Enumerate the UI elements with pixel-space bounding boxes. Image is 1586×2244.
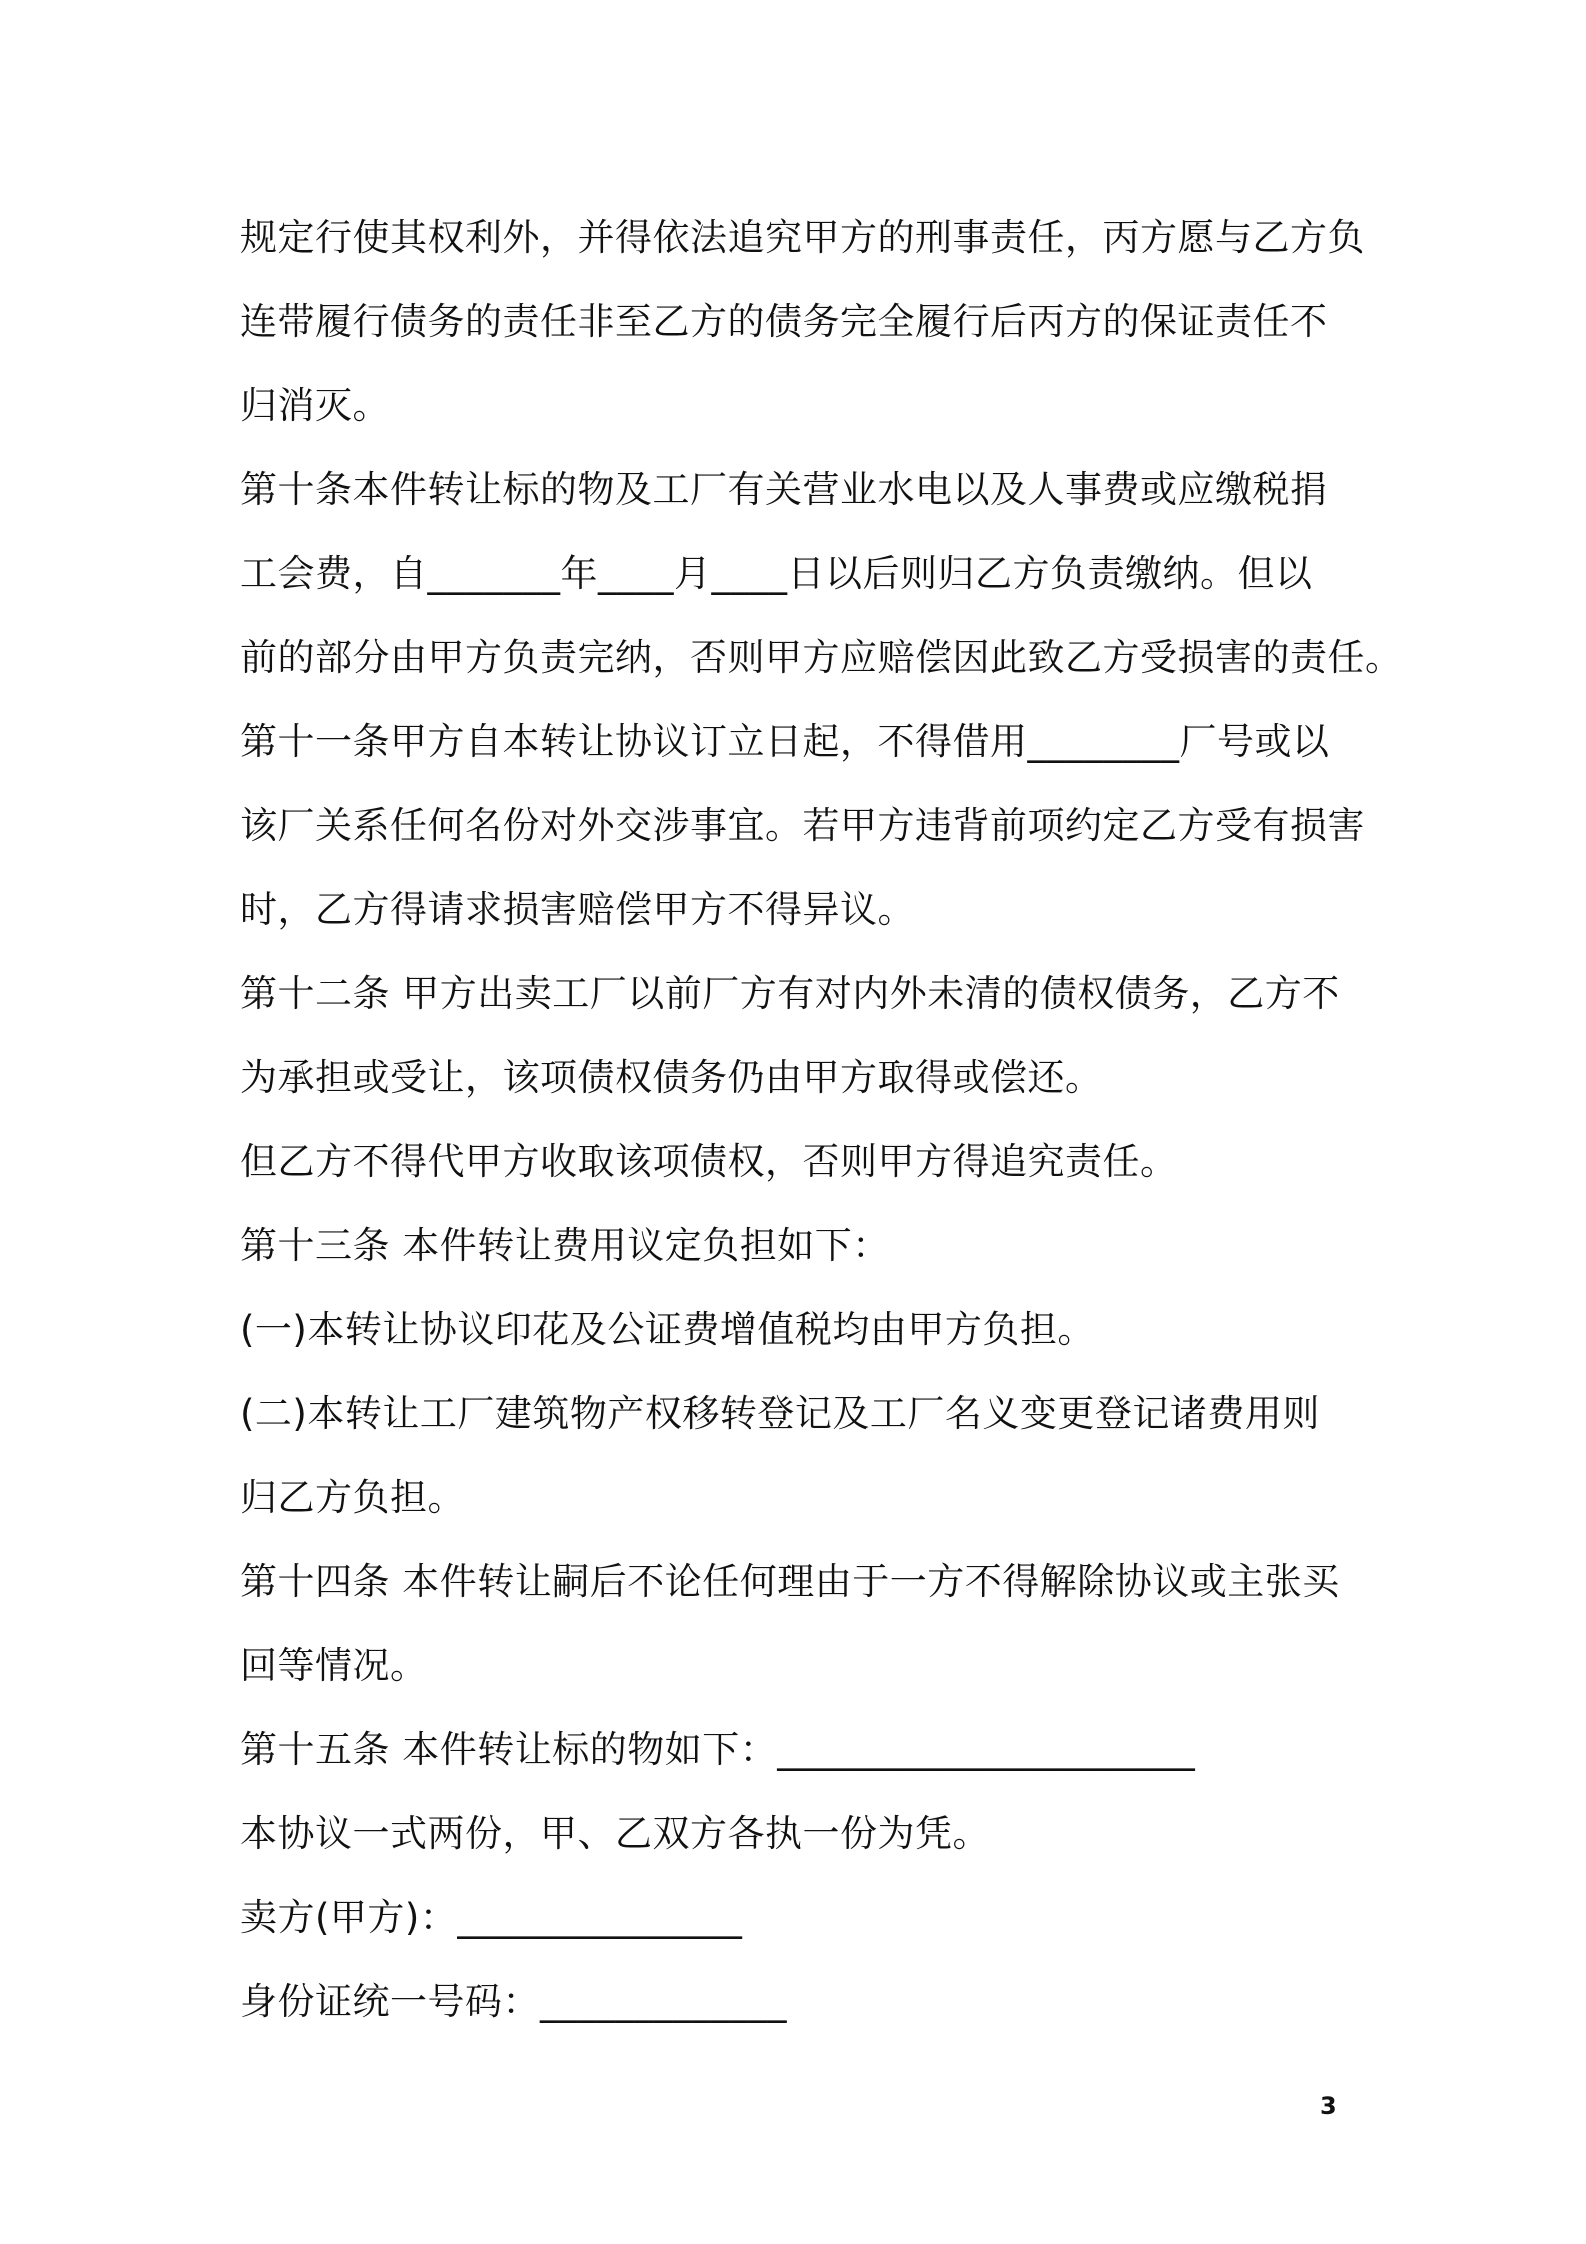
clause-13-line: 第十三条 本件转让费用议定负担如下： bbox=[240, 1224, 890, 1267]
clause-12-line: 第十二条 甲方出卖工厂以前厂方有对内外未清的债权债务，乙方不 bbox=[240, 972, 1340, 1015]
clause-10-line: 第十条本件转让标的物及工厂有关营业水电以及人事费或应缴税捐 bbox=[240, 468, 1328, 511]
text-line: 为承担或受让，该项债权债务仍由甲方取得或偿还。 bbox=[240, 1056, 1103, 1099]
clause-15-line: 第十五条 本件转让标的物如下：______________________ bbox=[240, 1728, 1196, 1771]
seller-signature-line: 卖方(甲方)：_______________ bbox=[240, 1896, 743, 1939]
text-line: 但乙方不得代甲方收取该项债权，否则甲方得追究责任。 bbox=[240, 1140, 1178, 1183]
clause-13-item-2: (二)本转让工厂建筑物产权移转登记及工厂名义变更登记诸费用则 bbox=[240, 1392, 1320, 1435]
text-line: 归消灭。 bbox=[240, 384, 390, 427]
text-line: 归乙方负担。 bbox=[240, 1476, 465, 1519]
page-number: 3 bbox=[1320, 2092, 1337, 2120]
text-line: 本协议一式两份，甲、乙双方各执一份为凭。 bbox=[240, 1812, 990, 1855]
clause-13-item-1: (一)本转让协议印花及公证费增值税均由甲方负担。 bbox=[240, 1308, 1095, 1351]
document-body bbox=[240, 196, 1403, 2044]
text-line: 该厂关系任何名份对外交涉事宜。若甲方违背前项约定乙方受有损害 bbox=[240, 804, 1365, 847]
text-line: 连带履行债务的责任非至乙方的债务完全履行后丙方的保证责任不 bbox=[240, 300, 1328, 343]
text-line: 前的部分由甲方负责完纳，否则甲方应赔偿因此致乙方受损害的责任。 bbox=[240, 636, 1403, 679]
id-number-line: 身份证统一号码：_____________ bbox=[240, 1980, 787, 2023]
text-line: 回等情况。 bbox=[240, 1644, 428, 1687]
clause-14-line: 第十四条 本件转让嗣后不论任何理由于一方不得解除协议或主张买 bbox=[240, 1560, 1340, 1603]
text-line: 工会费，自_______年____月____日以后则归乙方负责缴纳。但以 bbox=[240, 552, 1313, 595]
clause-11-line: 第十一条甲方自本转让协议订立日起，不得借用________厂号或以 bbox=[240, 720, 1330, 763]
text-line: 时，乙方得请求损害赔偿甲方不得异议。 bbox=[240, 888, 915, 931]
text-line: 规定行使其权利外，并得依法追究甲方的刑事责任，丙方愿与乙方负 bbox=[240, 216, 1365, 259]
